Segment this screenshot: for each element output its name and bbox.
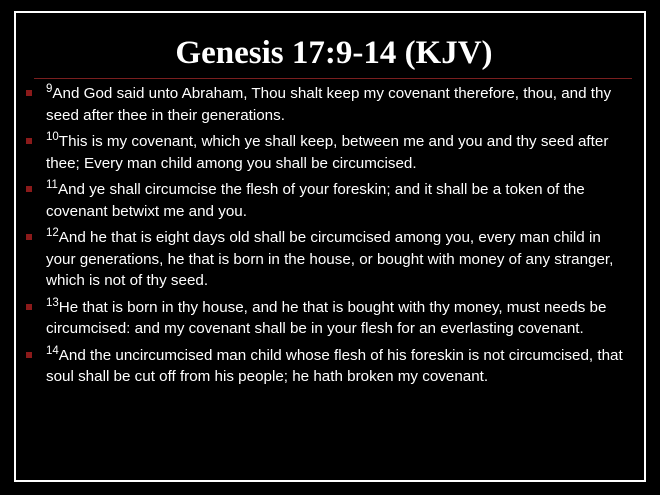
verse-number: 11 bbox=[46, 178, 58, 191]
verse-item bbox=[26, 83, 634, 126]
square-bullet-icon bbox=[26, 90, 32, 96]
square-bullet-icon bbox=[26, 186, 32, 192]
verse-text: And ye shall circumcise the flesh of your foreskin; and it shall be a token of the covenant betwixt me and you. bbox=[46, 181, 585, 220]
verse-text: And the uncircumcised man child whose flesh of his foreskin is not circumcised, that soul shall be cut off from his people; he hath broken my covenant. bbox=[46, 346, 623, 385]
verse-number: 10 bbox=[46, 130, 59, 143]
verse-text: He that is born in thy house, and he that is bought with thy money, must needs be circumcised: and my covenant shall be in your flesh for an everlasting covenant. bbox=[46, 298, 607, 337]
title-divider bbox=[34, 78, 632, 79]
slide-content bbox=[26, 22, 634, 472]
square-bullet-icon bbox=[26, 138, 32, 144]
verse-item bbox=[26, 227, 634, 292]
square-bullet-icon bbox=[26, 234, 32, 240]
square-bullet-icon bbox=[26, 352, 32, 358]
verse-text: And God said unto Abraham, Thou shalt keep my covenant therefore, thou, and thy seed after thee in their generations. bbox=[46, 85, 612, 124]
verse-item bbox=[26, 297, 634, 340]
square-bullet-icon bbox=[26, 304, 32, 310]
verse-number: 9 bbox=[46, 82, 53, 95]
verse-item bbox=[26, 345, 634, 388]
verse-list bbox=[26, 83, 634, 388]
verse-number: 12 bbox=[46, 226, 59, 239]
slide-title: Genesis 17:9-14 (KJV) bbox=[175, 35, 493, 71]
verse-number: 14 bbox=[46, 344, 59, 357]
verse-text: And he that is eight days old shall be circumcised among you, every man child in your generations, he that is born in the house, or bought with money of any stranger, which is not of thy seed. bbox=[46, 229, 614, 289]
verse-number: 13 bbox=[46, 296, 59, 309]
verse-item bbox=[26, 179, 634, 222]
verse-text: This is my covenant, which ye shall keep, between me and you and thy seed after thee; Every man child among you shall be circumcised. bbox=[46, 133, 609, 172]
verse-item bbox=[26, 131, 634, 174]
